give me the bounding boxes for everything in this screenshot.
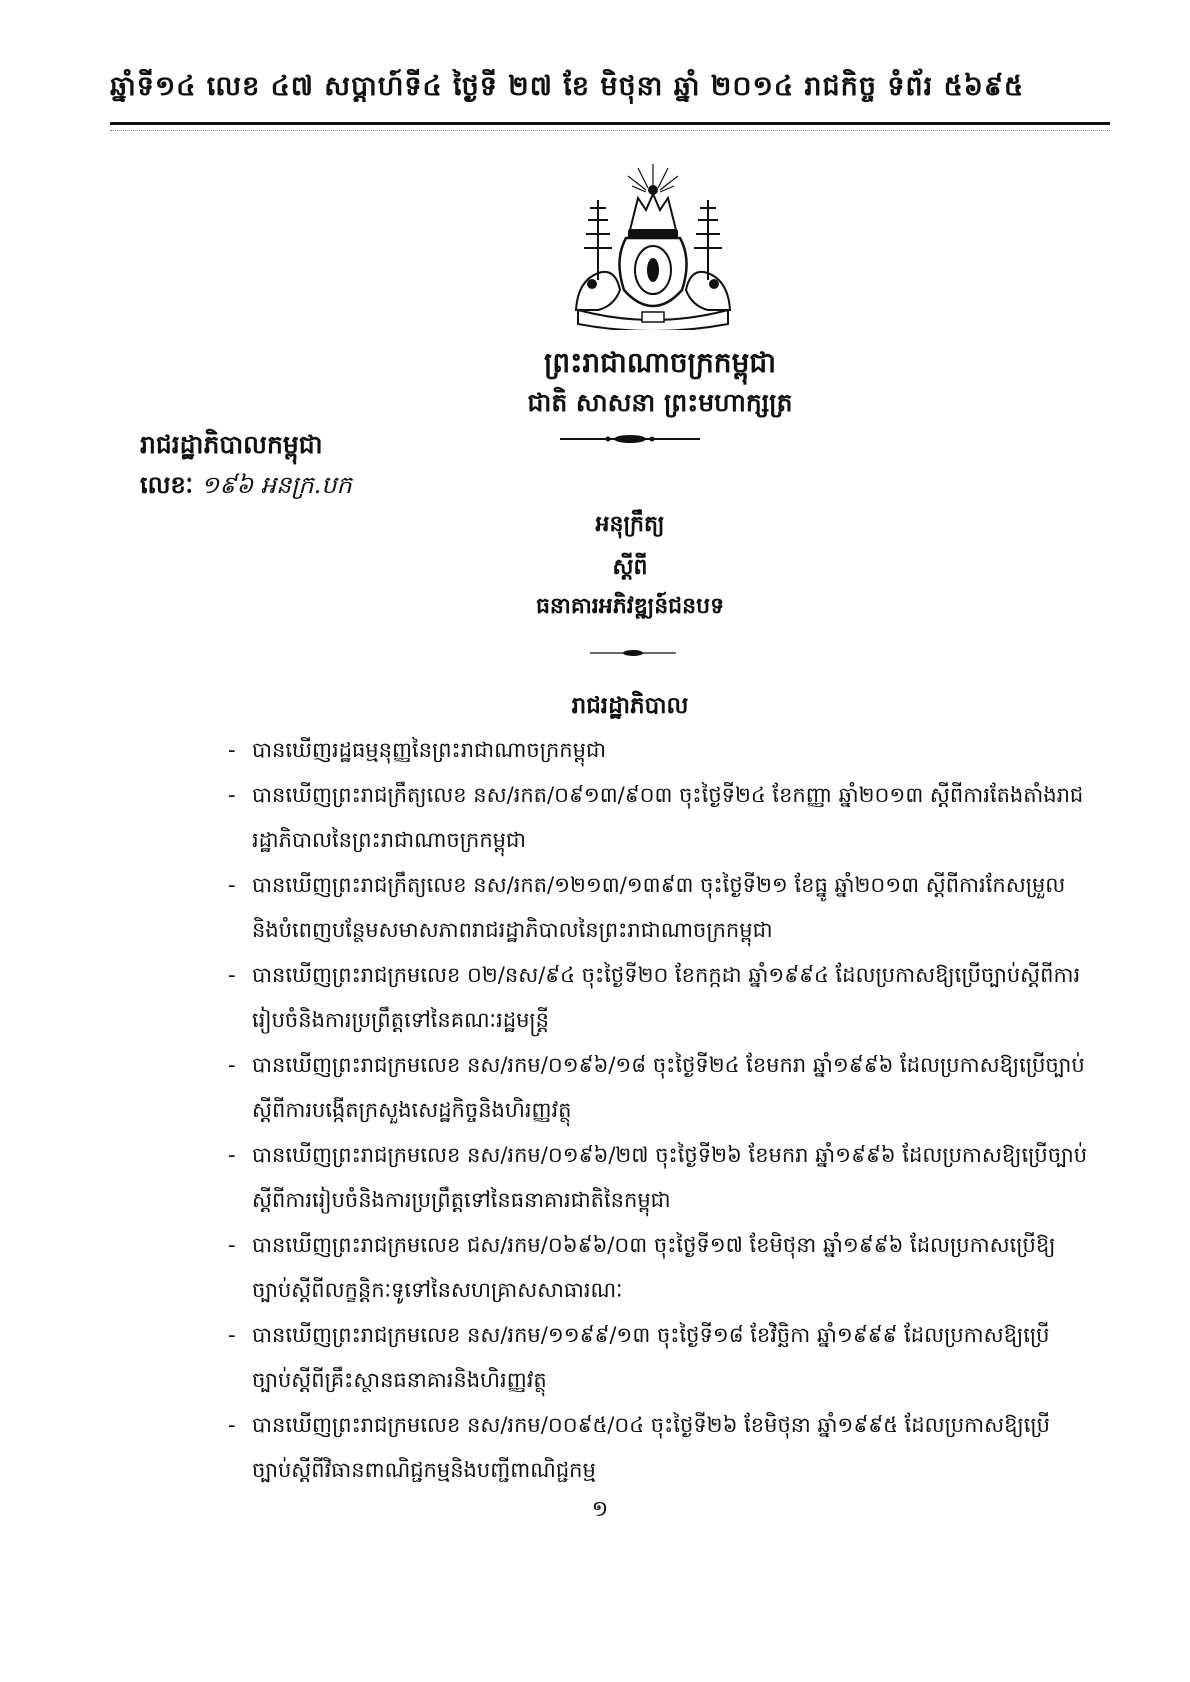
list-item	[228, 1133, 1088, 1223]
reference-label: លេខៈ	[140, 471, 194, 499]
list-item	[228, 1223, 1088, 1313]
list-item-text: បានឃើញព្រះរាជក្រឹត្យលេខ នស/រកត/០៩១៣/៩០៣ ចុះថ្ងៃទី២៤ ខែកញ្ញា ឆ្នាំ២០១៣ ស្តីពីការតែងតាំងរាជរដ្ឋាភិបាលនៃព្រះរាជាណាចក្រកម្ពុជា	[252, 783, 1084, 852]
list-item	[228, 1403, 1088, 1493]
header-rule	[110, 122, 1110, 125]
list-item-text: បានឃើញព្រះរាជក្រឹត្យលេខ នស/រកត/១២១៣/១៣៩៣ ចុះថ្ងៃទី២១ ខែធ្នូ ឆ្នាំ២០១៣ ស្តីពីការកែសម្រួលនិងបំពេញបន្ថែមសមាសភាពរាជរដ្ឋាភិបាលនៃព្រះរាជាណាចក្រកម្ពុជា	[252, 873, 1066, 942]
list-item	[228, 1313, 1088, 1403]
issuer-name: រាជរដ្ឋាភិបាលកម្ពុជា	[140, 430, 323, 459]
reference-number	[140, 470, 352, 505]
national-motto: ជាតិ សាសនា ព្រះមហាក្សត្រ	[527, 388, 793, 417]
document-subject: ធនាគារអភិវឌ្ឍន៍ជនបទ	[535, 594, 725, 619]
list-bullet: -	[228, 783, 236, 807]
list-item-text: បានឃើញព្រះរាជក្រមលេខ នស/រកម/០១៩៦/១៨ ចុះថ្ងៃទី២៤ ខែមករា ឆ្នាំ១៩៩៦ ដែលប្រកាសឱ្យប្រើច្បាប់ស្តីពីការបង្កើតក្រសួងសេដ្ឋកិច្ចនិងហិរញ្ញវត្ថុ	[252, 1053, 1085, 1122]
header-rule-dotted	[110, 130, 1110, 131]
list-bullet: -	[228, 963, 236, 987]
list-bullet: -	[228, 1143, 236, 1167]
list-item	[228, 863, 1088, 953]
list-item-text: បានឃើញព្រះរាជក្រមលេខ ០២/នស/៩៤ ចុះថ្ងៃទី២០ ខែកក្កដា ឆ្នាំ១៩៩៤ ដែលប្រកាសឱ្យប្រើច្បាប់ស្តីពីការរៀបចំនិងការប្រព្រឹត្តទៅនៃគណៈរដ្ឋមន្ត្រី	[252, 963, 1081, 1032]
document-about: ស្តីពី	[612, 555, 648, 580]
list-bullet: -	[228, 1323, 236, 1347]
list-item	[228, 773, 1088, 863]
reference-value: ១៩៦ អនក្រ.បក	[201, 471, 352, 499]
considerations-list	[228, 728, 1088, 1493]
page-number: ១	[591, 1497, 609, 1522]
list-bullet: -	[228, 1413, 236, 1437]
list-bullet: -	[228, 738, 236, 762]
royal-arms-icon	[568, 160, 738, 330]
list-item-text: បានឃើញរដ្ឋធម្មនុញ្ញនៃព្រះរាជាណាចក្រកម្ពុជា	[252, 738, 606, 762]
list-item	[228, 953, 1088, 1043]
list-item	[228, 1043, 1088, 1133]
list-bullet: -	[228, 1053, 236, 1077]
list-bullet: -	[228, 873, 236, 897]
list-item-text: បានឃើញព្រះរាជក្រមលេខ ជស/រកម/០៦៩៦/០៣ ចុះថ្ងៃទី១៧ ខែមិថុនា ឆ្នាំ១៩៩៦ ដែលប្រកាសប្រើឱ្យច្បាប់ស្តីពីលក្ខន្តិកៈទូទៅនៃសហគ្រាសសាធារណៈ	[252, 1233, 1056, 1302]
list-item-text: បានឃើញព្រះរាជក្រមលេខ នស/រកម/០១៩៦/២៧ ចុះថ្ងៃទី២៦ ខែមករា ឆ្នាំ១៩៩៦ ដែលប្រកាសឱ្យប្រើច្បាប់ស្តីពីការរៀបចំនិងការប្រព្រឹត្តទៅនៃធនាគារជាតិនៃកម្ពុជា	[252, 1143, 1088, 1212]
kingdom-title: ព្រះរាជាណាចក្រកម្ពុជា	[543, 346, 776, 379]
divider-ornament	[560, 432, 700, 446]
gazette-header: ឆ្នាំទី១៤ លេខ ៤៧ សប្តាហ៍ទី៤ ថ្ងៃទី ២៧ ខែ មិថុនា ឆ្នាំ ២០១៤ រាជកិច្ច ទំព័រ ៥៦៩៥	[110, 71, 1025, 102]
list-item-text: បានឃើញព្រះរាជក្រមលេខ នស/រកម/១១៩៩/១៣ ចុះថ្ងៃទី១៨ ខែវិច្ឆិកា ឆ្នាំ១៩៩៩ ដែលប្រកាសឱ្យប្រើច្បាប់ស្តីពីគ្រឹះស្ថានធនាគារនិងហិរញ្ញវត្ថុ	[252, 1323, 1050, 1392]
list-item-text: បានឃើញព្រះរាជក្រមលេខ នស/រកម/០០៩៥/០៤ ចុះថ្ងៃទី២៦ ខែមិថុនា ឆ្នាំ១៩៩៥ ដែលប្រកាសឱ្យប្រើច្បាប់ស្តីពីវិធានពាណិជ្ជកម្មនិងបញ្ជីពាណិជ្ជកម្ម	[252, 1413, 1051, 1482]
small-divider-ornament	[590, 648, 676, 658]
list-bullet: -	[228, 1233, 236, 1257]
list-item	[228, 728, 1088, 773]
document-type: អនុក្រឹត្យ	[595, 512, 665, 537]
section-heading: រាជរដ្ឋាភិបាល	[571, 693, 689, 719]
